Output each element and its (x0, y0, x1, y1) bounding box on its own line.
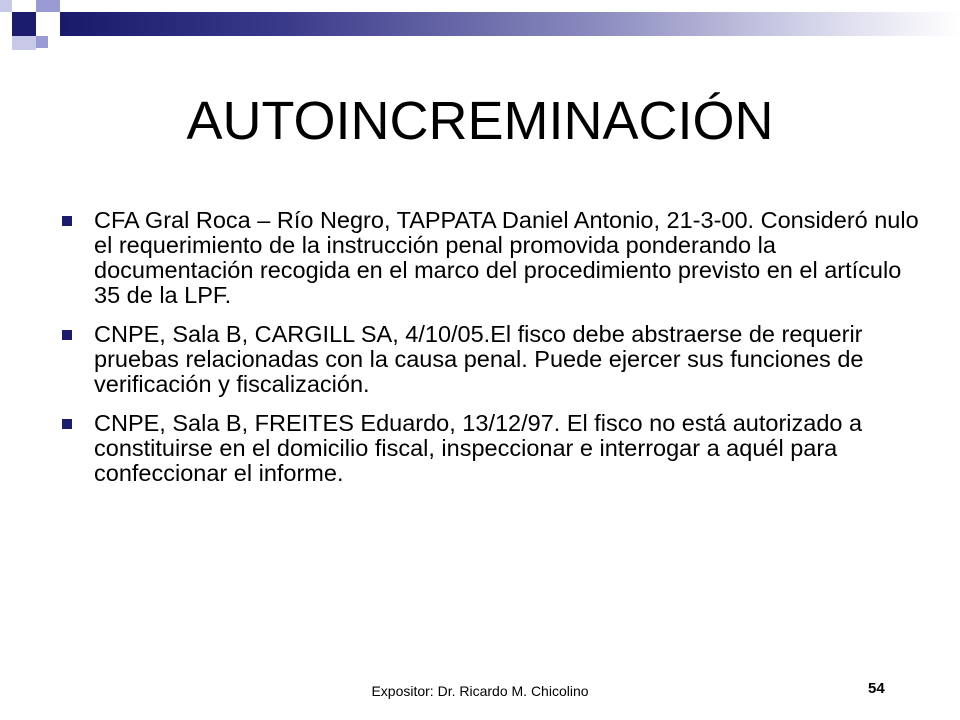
header-gradient-bar (60, 12, 960, 36)
corner-square-decoration (12, 12, 36, 36)
list-item-text: CNPE, Sala B, FREITES Eduardo, 13/12/97. El fisco no está autorizado a constituirse en el domicilio fiscal, inspeccionar e interrogar a aquél para confeccionar el informe. (94, 410, 863, 486)
slide-footer: Expositor: Dr. Ricardo M. Chicolino (371, 683, 589, 699)
list-item-text: CNPE, Sala B, CARGILL SA, 4/10/05.El fisco debe abstraerse de requerir pruebas relacionadas con la causa penal. Puede ejercer sus funciones de verificación y fiscalización. (94, 321, 864, 397)
corner-square-decoration (0, 0, 12, 12)
list-item (60, 208, 920, 308)
corner-square-decoration (12, 36, 36, 50)
square-bullet-icon (62, 419, 72, 429)
square-bullet-icon (62, 330, 72, 340)
page-number: 54 (868, 680, 885, 697)
corner-square-decoration (36, 0, 60, 12)
list-item-text: CFA Gral Roca – Río Negro, TAPPATA Daniel Antonio, 21-3-00. Consideró nulo el requerimiento de la instrucción penal promovida ponderando la documentación recogida en el marco del procedimiento previsto en el artículo 35 de la LPF. (94, 207, 919, 308)
list-item (60, 322, 920, 397)
square-bullet-icon (62, 216, 72, 226)
slide-title: AUTOINCREMINACIÓN (186, 91, 774, 151)
list-item (60, 411, 920, 486)
bullet-list (60, 208, 920, 500)
corner-square-decoration (36, 36, 48, 48)
